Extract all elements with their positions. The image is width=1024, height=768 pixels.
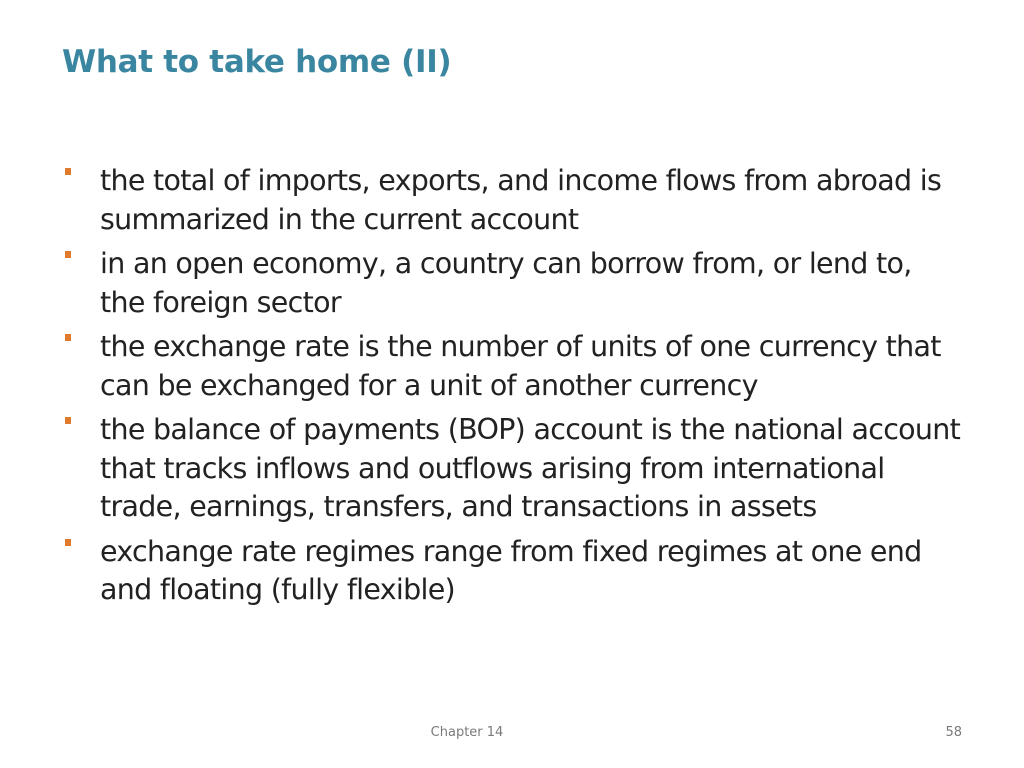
bullet-square-icon [62, 162, 100, 202]
bullet-item [62, 245, 962, 322]
bullet-text: the total of imports, exports, and income flows from abroad is summarized in the current account [100, 164, 942, 236]
bullet-square-icon [62, 411, 100, 451]
bullet-item [62, 328, 962, 405]
bullet-text: in an open economy, a country can borrow from, or lend to, the foreign sector [100, 247, 912, 319]
slide-title: What to take home (II) [62, 44, 452, 80]
bullet-item [62, 411, 962, 527]
bullet-square-icon [62, 328, 100, 368]
bullet-square-icon [62, 533, 100, 573]
bullet-text: the exchange rate is the number of units of one currency that can be exchanged for a unit of another currency [100, 330, 941, 402]
bullet-text: exchange rate regimes range from fixed regimes at one end and floating (fully flexible) [100, 534, 922, 606]
page-number: 58 [945, 725, 962, 740]
bullet-item [62, 533, 962, 610]
bullet-item [62, 162, 962, 239]
bullet-list [62, 162, 962, 616]
bullet-text: the balance of payments (BOP) account is the national account that tracks inflows and outflows arising from international trade, earnings, transfers, and transactions in assets [100, 413, 961, 523]
footer-chapter-label: Chapter 14 [430, 725, 504, 740]
bullet-square-icon [62, 245, 100, 285]
